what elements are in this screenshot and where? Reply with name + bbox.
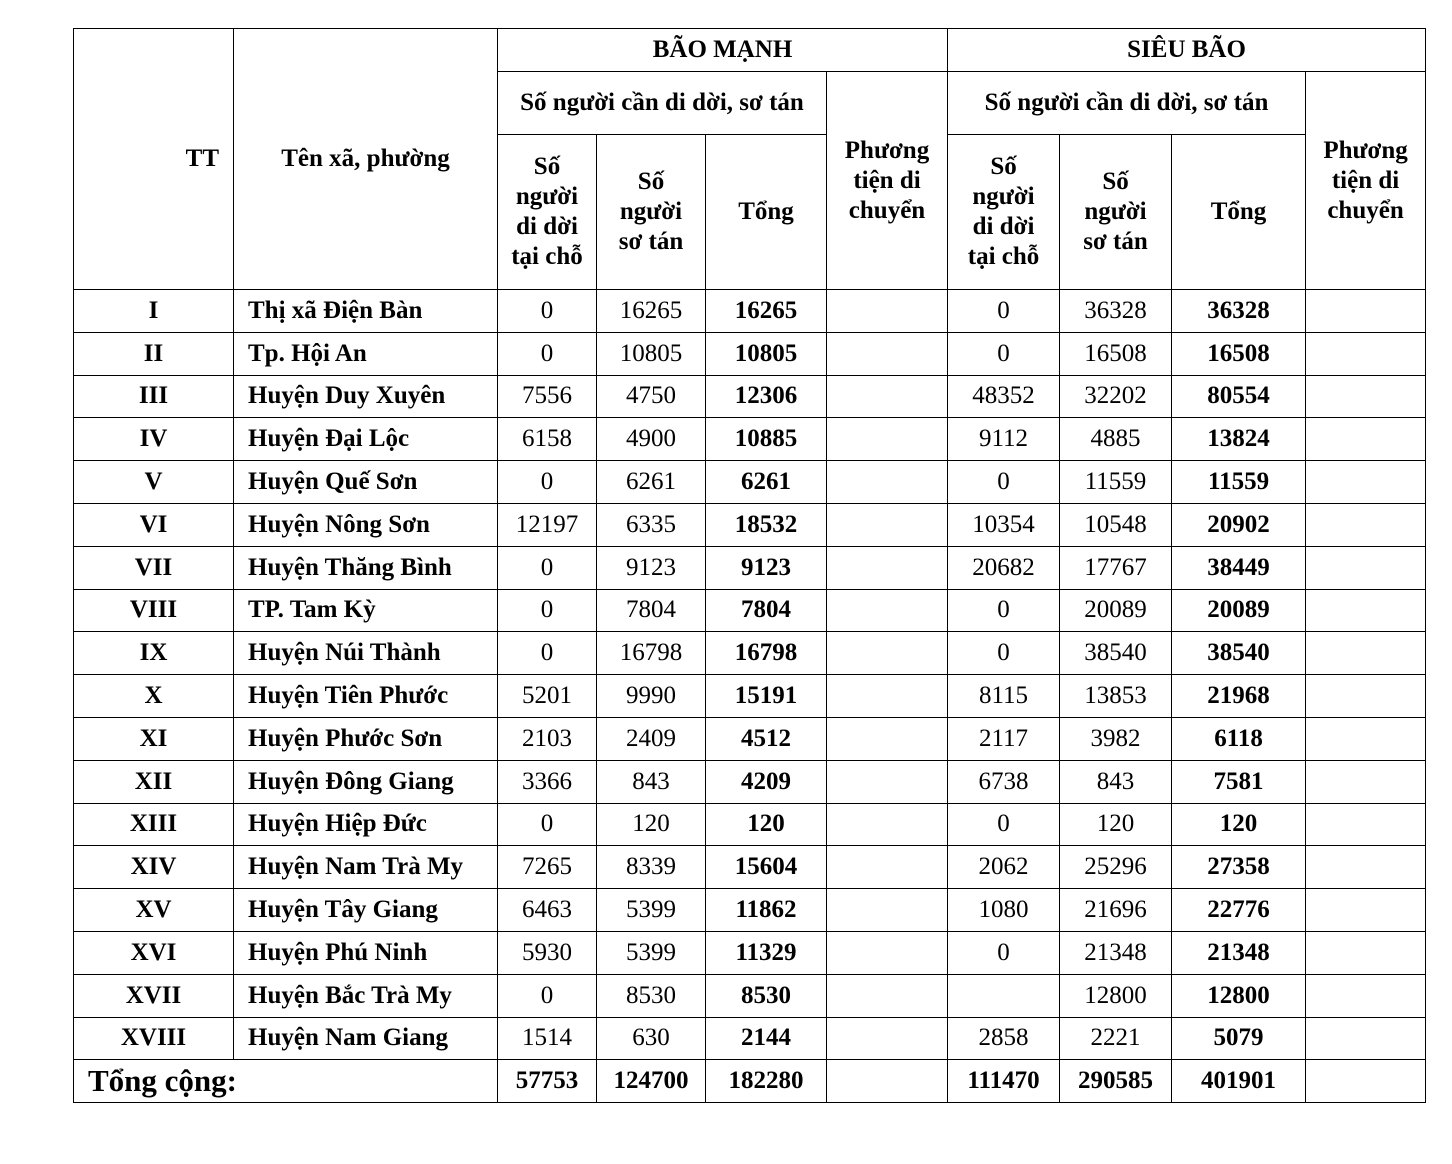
header-name: Tên xã, phường: [234, 29, 498, 290]
super-total-cell: 20902: [1172, 503, 1306, 546]
table-row: [74, 931, 1426, 974]
super-transport-cell: [1306, 889, 1426, 932]
strong-relocate-cell: 0: [498, 461, 597, 504]
row-tt: III: [74, 375, 234, 418]
super-evacuate-cell: 25296: [1060, 846, 1172, 889]
strong-evacuate-cell: 16798: [597, 632, 706, 675]
strong-relocate-cell: 12197: [498, 503, 597, 546]
super-relocate-cell: 0: [948, 332, 1060, 375]
strong-evacuate-cell: 5399: [597, 889, 706, 932]
header-transport-super: Phương tiện di chuyển: [1306, 72, 1426, 290]
super-evacuate-cell: 21348: [1060, 931, 1172, 974]
row-tt: IX: [74, 632, 234, 675]
super-relocate-cell: [948, 974, 1060, 1017]
row-tt: IV: [74, 418, 234, 461]
row-tt: XV: [74, 889, 234, 932]
row-tt: II: [74, 332, 234, 375]
row-tt: XVI: [74, 931, 234, 974]
strong-relocate-cell: 3366: [498, 760, 597, 803]
super-total-cell: 36328: [1172, 290, 1306, 333]
row-name: Huyện Phú Ninh: [234, 931, 498, 974]
super-evacuate-cell: 16508: [1060, 332, 1172, 375]
super-relocate-cell: 20682: [948, 546, 1060, 589]
super-total-cell: 22776: [1172, 889, 1306, 932]
strong-transport-cell: [827, 375, 948, 418]
strong-transport-cell: [827, 717, 948, 760]
row-name: Huyện Hiệp Đức: [234, 803, 498, 846]
table-row: [74, 503, 1426, 546]
header-group-super: SIÊU BÃO: [948, 29, 1426, 72]
strong-total-cell: 16798: [706, 632, 827, 675]
strong-total-cell: 15191: [706, 675, 827, 718]
super-transport-cell: [1306, 632, 1426, 675]
super-evacuate-cell: 3982: [1060, 717, 1172, 760]
super-total-cell: 21968: [1172, 675, 1306, 718]
strong-relocate-cell: 6463: [498, 889, 597, 932]
strong-total-cell: 8530: [706, 974, 827, 1017]
strong-relocate-cell: 6158: [498, 418, 597, 461]
strong-total-cell: 120: [706, 803, 827, 846]
table-row: [74, 290, 1426, 333]
strong-total-cell: 2144: [706, 1017, 827, 1060]
header-tt: TT: [74, 29, 234, 290]
strong-evacuate-cell: 8530: [597, 974, 706, 1017]
super-total-cell: 12800: [1172, 974, 1306, 1017]
strong-transport-cell: [827, 418, 948, 461]
super-relocate-cell: 2062: [948, 846, 1060, 889]
strong-relocate-cell: 0: [498, 332, 597, 375]
table-row: [74, 889, 1426, 932]
strong-total-cell: 11329: [706, 931, 827, 974]
super-relocate-cell: 10354: [948, 503, 1060, 546]
strong-transport-cell: [827, 503, 948, 546]
strong-evacuate-cell: 120: [597, 803, 706, 846]
evacuation-table: [73, 28, 1426, 1103]
row-name: Huyện Bắc Trà My: [234, 974, 498, 1017]
strong-transport-cell: [827, 889, 948, 932]
super-transport-cell: [1306, 760, 1426, 803]
strong-transport-cell: [827, 931, 948, 974]
row-name: Huyện Tây Giang: [234, 889, 498, 932]
super-total-cell: 80554: [1172, 375, 1306, 418]
strong-total-cell: 10805: [706, 332, 827, 375]
super-evacuate-cell: 843: [1060, 760, 1172, 803]
table-row: [74, 546, 1426, 589]
super-transport-cell: [1306, 717, 1426, 760]
super-total-cell: 120: [1172, 803, 1306, 846]
row-name: Huyện Nam Giang: [234, 1017, 498, 1060]
super-relocate-cell: 0: [948, 931, 1060, 974]
super-evacuate-cell: 120: [1060, 803, 1172, 846]
row-tt: VI: [74, 503, 234, 546]
strong-relocate-cell: 7556: [498, 375, 597, 418]
totals-label: Tổng cộng:: [74, 1060, 498, 1103]
super-evacuate-cell: 4885: [1060, 418, 1172, 461]
table-row: [74, 846, 1426, 889]
strong-total-cell: 9123: [706, 546, 827, 589]
super-transport-cell: [1306, 1017, 1426, 1060]
strong-relocate-cell: 5201: [498, 675, 597, 718]
row-name: Thị xã Điện Bàn: [234, 290, 498, 333]
strong-transport-cell: [827, 675, 948, 718]
super-transport-cell: [1306, 546, 1426, 589]
row-name: Huyện Quế Sơn: [234, 461, 498, 504]
header-transport-strong: Phương tiện di chuyển: [827, 72, 948, 290]
row-tt: XVII: [74, 974, 234, 1017]
super-total-cell: 13824: [1172, 418, 1306, 461]
row-name: Huyện Phước Sơn: [234, 717, 498, 760]
strong-evacuate-cell: 9990: [597, 675, 706, 718]
strong-relocate-cell: 2103: [498, 717, 597, 760]
strong-relocate-cell: 7265: [498, 846, 597, 889]
super-transport-cell: [1306, 461, 1426, 504]
header-people-super: Số người cần di dời, sơ tán: [948, 72, 1306, 135]
super-transport-cell: [1306, 675, 1426, 718]
super-evacuate-cell: 11559: [1060, 461, 1172, 504]
strong-relocate-cell: 0: [498, 589, 597, 632]
table-row: [74, 332, 1426, 375]
super-evacuate-cell: 13853: [1060, 675, 1172, 718]
strong-total-cell: 16265: [706, 290, 827, 333]
totals-strong-transport: [827, 1060, 948, 1103]
strong-evacuate-cell: 16265: [597, 290, 706, 333]
strong-relocate-cell: 0: [498, 290, 597, 333]
row-name: Huyện Nông Sơn: [234, 503, 498, 546]
row-name: Huyện Tiên Phước: [234, 675, 498, 718]
strong-evacuate-cell: 8339: [597, 846, 706, 889]
table-row: [74, 418, 1426, 461]
row-name: Huyện Duy Xuyên: [234, 375, 498, 418]
table-row: [74, 632, 1426, 675]
row-name: Huyện Nam Trà My: [234, 846, 498, 889]
totals-row: [74, 1060, 1426, 1103]
super-total-cell: 21348: [1172, 931, 1306, 974]
header-evacuate-super: Số người sơ tán: [1060, 135, 1172, 290]
strong-total-cell: 12306: [706, 375, 827, 418]
table-row: [74, 803, 1426, 846]
table-row: [74, 675, 1426, 718]
super-transport-cell: [1306, 846, 1426, 889]
strong-evacuate-cell: 7804: [597, 589, 706, 632]
strong-total-cell: 11862: [706, 889, 827, 932]
row-tt: I: [74, 290, 234, 333]
table-row: [74, 461, 1426, 504]
strong-transport-cell: [827, 332, 948, 375]
super-total-cell: 38449: [1172, 546, 1306, 589]
row-name: TP. Tam Kỳ: [234, 589, 498, 632]
row-tt: X: [74, 675, 234, 718]
table-row: [74, 974, 1426, 1017]
header-total-strong: Tổng: [706, 135, 827, 290]
strong-relocate-cell: 0: [498, 803, 597, 846]
row-tt: XI: [74, 717, 234, 760]
super-transport-cell: [1306, 290, 1426, 333]
super-relocate-cell: 0: [948, 803, 1060, 846]
strong-evacuate-cell: 5399: [597, 931, 706, 974]
super-relocate-cell: 2858: [948, 1017, 1060, 1060]
strong-transport-cell: [827, 461, 948, 504]
totals-strong-relocate: 57753: [498, 1060, 597, 1103]
strong-total-cell: 18532: [706, 503, 827, 546]
super-total-cell: 38540: [1172, 632, 1306, 675]
super-relocate-cell: 0: [948, 290, 1060, 333]
strong-evacuate-cell: 630: [597, 1017, 706, 1060]
strong-transport-cell: [827, 1017, 948, 1060]
super-evacuate-cell: 17767: [1060, 546, 1172, 589]
strong-transport-cell: [827, 974, 948, 1017]
super-evacuate-cell: 21696: [1060, 889, 1172, 932]
super-transport-cell: [1306, 589, 1426, 632]
super-transport-cell: [1306, 803, 1426, 846]
strong-total-cell: 10885: [706, 418, 827, 461]
super-total-cell: 7581: [1172, 760, 1306, 803]
strong-total-cell: 7804: [706, 589, 827, 632]
strong-total-cell: 15604: [706, 846, 827, 889]
super-relocate-cell: 48352: [948, 375, 1060, 418]
header-group-strong: BÃO MẠNH: [498, 29, 948, 72]
super-total-cell: 16508: [1172, 332, 1306, 375]
strong-transport-cell: [827, 803, 948, 846]
totals-super-total: 401901: [1172, 1060, 1306, 1103]
super-relocate-cell: 8115: [948, 675, 1060, 718]
super-relocate-cell: 0: [948, 632, 1060, 675]
strong-evacuate-cell: 6335: [597, 503, 706, 546]
header-people-strong: Số người cần di dời, sơ tán: [498, 72, 827, 135]
super-evacuate-cell: 20089: [1060, 589, 1172, 632]
row-name: Huyện Đại Lộc: [234, 418, 498, 461]
strong-evacuate-cell: 2409: [597, 717, 706, 760]
table-row: [74, 1017, 1426, 1060]
totals-strong-evacuate: 124700: [597, 1060, 706, 1103]
super-transport-cell: [1306, 332, 1426, 375]
table-row: [74, 375, 1426, 418]
super-transport-cell: [1306, 974, 1426, 1017]
super-evacuate-cell: 10548: [1060, 503, 1172, 546]
super-relocate-cell: 2117: [948, 717, 1060, 760]
super-relocate-cell: 0: [948, 589, 1060, 632]
super-relocate-cell: 0: [948, 461, 1060, 504]
strong-evacuate-cell: 843: [597, 760, 706, 803]
strong-transport-cell: [827, 589, 948, 632]
header-relocate-strong: Số người di dời tại chỗ: [498, 135, 597, 290]
super-total-cell: 20089: [1172, 589, 1306, 632]
row-tt: XIII: [74, 803, 234, 846]
super-transport-cell: [1306, 375, 1426, 418]
super-evacuate-cell: 12800: [1060, 974, 1172, 1017]
row-tt: V: [74, 461, 234, 504]
table-row: [74, 589, 1426, 632]
row-tt: VIII: [74, 589, 234, 632]
table-row: [74, 717, 1426, 760]
super-evacuate-cell: 2221: [1060, 1017, 1172, 1060]
super-total-cell: 11559: [1172, 461, 1306, 504]
strong-total-cell: 6261: [706, 461, 827, 504]
totals-super-transport: [1306, 1060, 1426, 1103]
strong-relocate-cell: 0: [498, 632, 597, 675]
totals-super-evacuate: 290585: [1060, 1060, 1172, 1103]
totals-super-relocate: 111470: [948, 1060, 1060, 1103]
row-name: Tp. Hội An: [234, 332, 498, 375]
strong-evacuate-cell: 4900: [597, 418, 706, 461]
strong-relocate-cell: 0: [498, 546, 597, 589]
super-total-cell: 6118: [1172, 717, 1306, 760]
super-total-cell: 27358: [1172, 846, 1306, 889]
super-evacuate-cell: 38540: [1060, 632, 1172, 675]
super-total-cell: 5079: [1172, 1017, 1306, 1060]
table-row: [74, 760, 1426, 803]
super-evacuate-cell: 32202: [1060, 375, 1172, 418]
row-name: Huyện Núi Thành: [234, 632, 498, 675]
row-tt: XVIII: [74, 1017, 234, 1060]
row-tt: VII: [74, 546, 234, 589]
row-tt: XIV: [74, 846, 234, 889]
strong-transport-cell: [827, 546, 948, 589]
strong-transport-cell: [827, 632, 948, 675]
strong-evacuate-cell: 6261: [597, 461, 706, 504]
strong-relocate-cell: 0: [498, 974, 597, 1017]
header-evacuate-strong: Số người sơ tán: [597, 135, 706, 290]
super-relocate-cell: 6738: [948, 760, 1060, 803]
super-transport-cell: [1306, 418, 1426, 461]
header-relocate-super: Số người di dời tại chỗ: [948, 135, 1060, 290]
strong-transport-cell: [827, 760, 948, 803]
strong-transport-cell: [827, 290, 948, 333]
strong-relocate-cell: 1514: [498, 1017, 597, 1060]
strong-evacuate-cell: 10805: [597, 332, 706, 375]
super-evacuate-cell: 36328: [1060, 290, 1172, 333]
strong-evacuate-cell: 4750: [597, 375, 706, 418]
row-name: Huyện Đông Giang: [234, 760, 498, 803]
super-relocate-cell: 1080: [948, 889, 1060, 932]
strong-relocate-cell: 5930: [498, 931, 597, 974]
strong-total-cell: 4209: [706, 760, 827, 803]
strong-evacuate-cell: 9123: [597, 546, 706, 589]
super-relocate-cell: 9112: [948, 418, 1060, 461]
header-total-super: Tổng: [1172, 135, 1306, 290]
super-transport-cell: [1306, 931, 1426, 974]
strong-transport-cell: [827, 846, 948, 889]
strong-total-cell: 4512: [706, 717, 827, 760]
super-transport-cell: [1306, 503, 1426, 546]
row-name: Huyện Thăng Bình: [234, 546, 498, 589]
totals-strong-total: 182280: [706, 1060, 827, 1103]
row-tt: XII: [74, 760, 234, 803]
